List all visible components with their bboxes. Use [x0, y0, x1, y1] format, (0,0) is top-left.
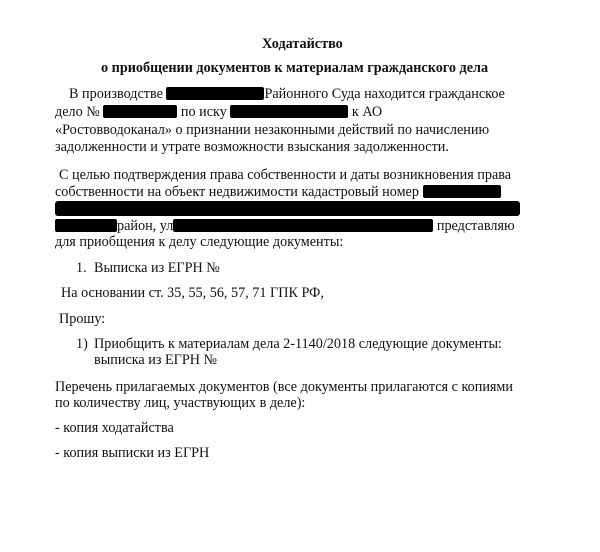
- list2-item-line1: Приобщить к материалам дела 2-1140/2018 следующие документы:: [94, 336, 502, 352]
- redaction-bar: [55, 201, 520, 216]
- p2-line4: район, ул представляю: [55, 218, 515, 235]
- p2-line2: собственности на объект недвижимости кадастровый номер: [55, 184, 501, 201]
- list1-item: Выписка из ЕГРН №: [94, 260, 220, 276]
- redaction-bar: [423, 185, 501, 198]
- attachment-item-2: - копия выписки из ЕГРН: [55, 445, 210, 461]
- list2-item-line2: выписка из ЕГРН №: [94, 352, 218, 368]
- basis-line: На основании ст. 35, 55, 56, 57, 71 ГПК РФ,: [61, 285, 324, 301]
- attachment-item-1: - копия ходатайства: [55, 420, 174, 436]
- redaction-bar: [173, 219, 433, 232]
- redaction-bar: [103, 105, 177, 118]
- p2-line5: для приобщения к делу следующие документы:: [55, 234, 344, 250]
- p1-line3: «Ростовводоканал» о признании незаконными действий по начислению: [55, 122, 490, 138]
- request-label: Прошу:: [59, 311, 106, 327]
- p1-line2: дело № по иску к АО: [55, 104, 383, 120]
- document-subtitle: о приобщении документов к материалам гражданского дела: [101, 60, 489, 76]
- p2-line1: С целью подтверждения права собственности и даты возникновения права: [59, 167, 512, 183]
- p1-line1: В производстве Районного Суда находится гражданское: [69, 86, 505, 102]
- redaction-bar: [230, 105, 348, 118]
- attachments-line2: по количеству лиц, участвующих в деле):: [55, 395, 306, 411]
- p1-line4: задолженности и утрате возможности взыскания задолженности.: [55, 139, 449, 155]
- redaction-bar: [55, 219, 117, 232]
- list1-number: 1.: [76, 260, 87, 276]
- list2-number: 1): [76, 336, 88, 352]
- document-title: Ходатайство: [262, 36, 343, 52]
- redaction-bar: [166, 87, 264, 100]
- attachments-line1: Перечень прилагаемых документов (все документы прилагаются с копиями: [55, 379, 514, 395]
